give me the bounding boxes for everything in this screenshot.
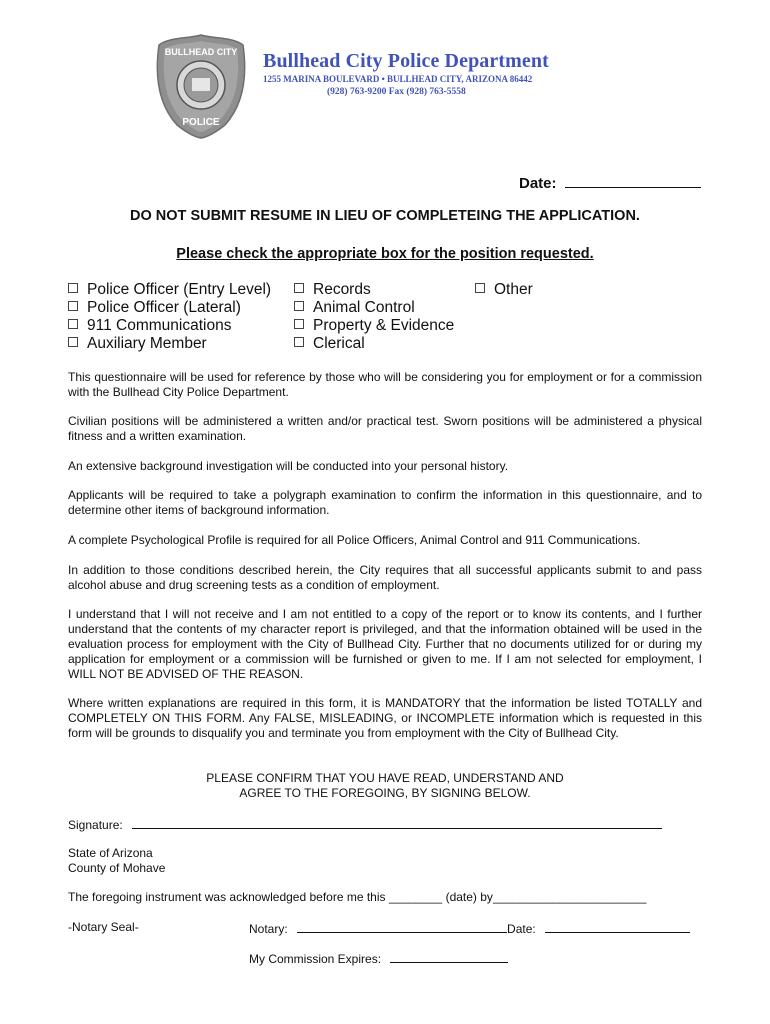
department-phone: (928) 763-9200 Fax (928) 763-5558 [327, 87, 466, 97]
signature-field[interactable] [132, 816, 662, 829]
confirm-line-1: PLEASE CONFIRM THAT YOU HAVE READ, UNDERSTAND AND [206, 771, 564, 785]
confirm-line-2: AGREE TO THE FOREGOING, BY SIGNING BELOW. [239, 786, 531, 800]
checkbox[interactable] [294, 283, 304, 293]
ack-date-blank[interactable]: ________ [388, 890, 443, 904]
position-option[interactable]: Records [294, 281, 454, 299]
paragraph: Where written explanations are required in this form, it is MANDATORY that the information be listed TOTALLY and COMPLETELY ON THIS FORM. Any FALSE, MISLEADING, or INCOMPLETE information which is requested in this form will be grounds to disqualify you and terminate you from employment with the City of Bullhead City. [68, 696, 702, 740]
position-option[interactable]: 911 Communications [68, 317, 271, 335]
state-line: State of Arizona [68, 846, 153, 860]
paragraph: An extensive background investigation will be conducted into your personal history. [68, 459, 509, 473]
position-option[interactable]: Police Officer (Lateral) [68, 299, 271, 317]
checkbox[interactable] [68, 283, 78, 293]
badge-text-bottom: POLICE [182, 117, 220, 128]
position-column-1 [68, 281, 271, 353]
position-option[interactable]: Property & Evidence [294, 317, 454, 335]
date-row [519, 173, 701, 192]
checkbox[interactable] [294, 301, 304, 311]
position-option[interactable]: Auxiliary Member [68, 335, 271, 353]
notary-label: Notary: [249, 922, 288, 936]
checkbox[interactable] [294, 337, 304, 347]
notary-date-label: Date: [507, 922, 536, 936]
paragraph: In addition to those conditions described herein, the City requires that all successful applicants submit to and pass alcohol abuse and drug screening tests as a condition of employment. [68, 563, 702, 592]
county-line: County of Mohave [68, 861, 166, 875]
position-option[interactable]: Clerical [294, 335, 454, 353]
signature-row [68, 816, 662, 833]
police-badge-logo [155, 33, 247, 139]
date-field[interactable] [565, 173, 701, 188]
confirm-statement [0, 771, 770, 801]
paragraph: I understand that I will not receive and I am not entitled to a copy of the report or to know its contents, and I further understand that the contents of my character report is privileged, and that the information obtained will be used in the evaluation process for employment with the City of Bullhead City. Further that no documents utilized for or during my application for employment or a commission will be furnished or given to me. If I am not selected for employment, I WILL NOT BE ADVISED OF THE REASON. [68, 607, 702, 681]
resume-warning: DO NOT SUBMIT RESUME IN LIEU OF COMPLETEING THE APPLICATION. [130, 208, 640, 224]
notary-date-field[interactable] [545, 920, 690, 933]
commission-label: My Commission Expires: [249, 952, 382, 966]
paragraph: This questionnaire will be used for reference by those who will be considering you for employment or for a commission with the Bullhead City Police Department. [68, 370, 702, 399]
department-address: 1255 MARINA BOULEVARD • BULLHEAD CITY, ARIZONA 86442 [263, 74, 533, 84]
ack-by-blank[interactable]: _______________________ [492, 890, 647, 904]
paragraph: A complete Psychological Profile is required for all Police Officers, Animal Control and 911 Communications. [68, 533, 641, 547]
date-label: Date: [519, 175, 557, 192]
commission-expires-field[interactable] [390, 950, 508, 963]
position-option[interactable]: Animal Control [294, 299, 454, 317]
checkbox[interactable] [294, 319, 304, 329]
checkbox[interactable] [68, 319, 78, 329]
paragraph: Applicants will be required to take a polygraph examination to confirm the information in this questionnaire, and to determine other items of background information. [68, 488, 702, 517]
position-column-2 [294, 281, 454, 353]
checkbox[interactable] [68, 337, 78, 347]
position-instruction: Please check the appropriate box for the position requested. [176, 246, 594, 262]
checkbox[interactable] [68, 301, 78, 311]
position-option[interactable]: Other [475, 281, 533, 299]
notary-field[interactable] [297, 920, 507, 933]
badge-text-top: BULLHEAD CITY [164, 47, 238, 57]
position-option[interactable]: Police Officer (Entry Level) [68, 281, 271, 299]
commission-row [249, 950, 508, 967]
notary-row [249, 920, 690, 937]
notary-seal-label: -Notary Seal- [68, 920, 139, 934]
position-column-3 [475, 281, 533, 299]
acknowledgement-line: The foregoing instrument was acknowledged before me this ________ (date) by_______________________ [68, 890, 647, 904]
department-name: Bullhead City Police Department [263, 50, 549, 72]
signature-label: Signature: [68, 818, 123, 832]
checkbox[interactable] [475, 283, 485, 293]
paragraph: Civilian positions will be administered a written and/or practical test. Sworn positions will be administered a physical fitness and a written examination. [68, 414, 702, 443]
